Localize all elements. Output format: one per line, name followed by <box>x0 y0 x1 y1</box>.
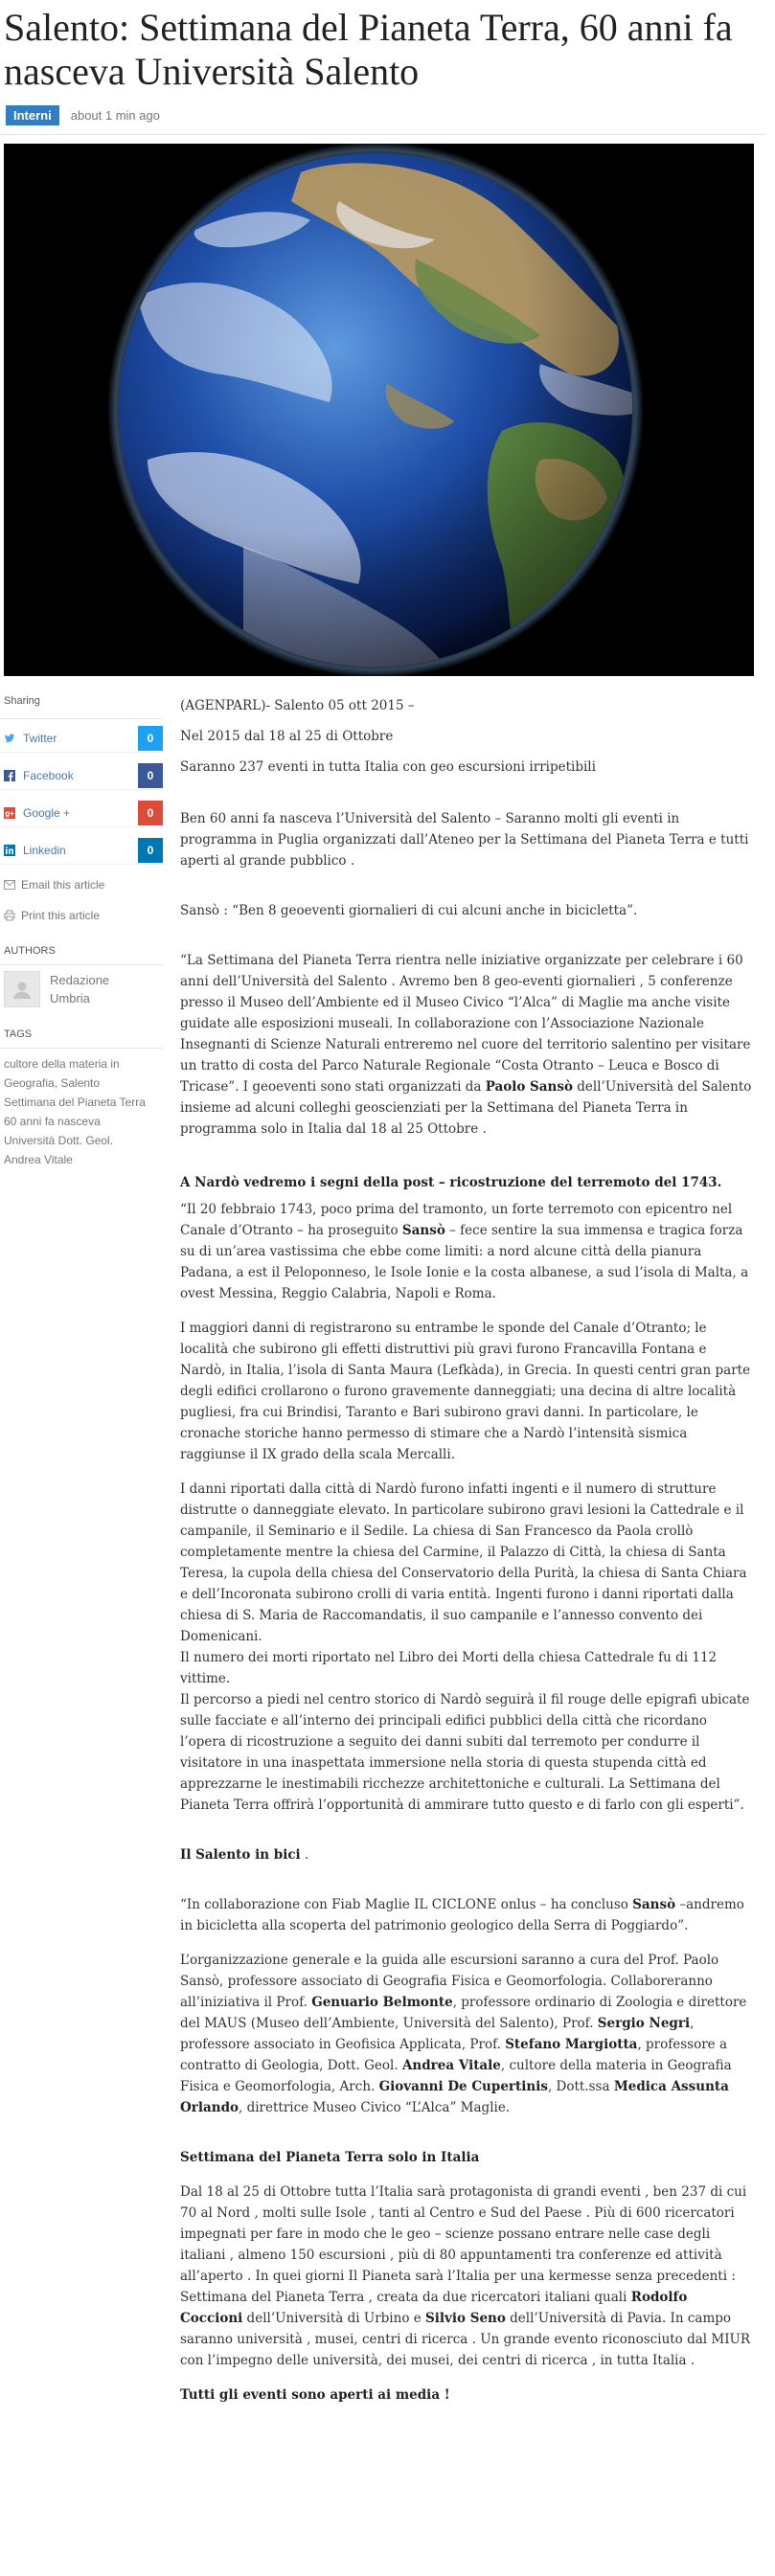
share-twitter[interactable] <box>0 725 163 753</box>
section-heading <box>180 1172 753 1193</box>
person-name: Giovanni De Cupertinis <box>378 2079 548 2094</box>
svg-text:g+: g+ <box>5 809 14 819</box>
paragraph <box>180 1894 753 1936</box>
share-twitter-count: 0 <box>138 726 163 751</box>
share-facebook[interactable] <box>0 762 163 790</box>
author-name[interactable]: Redazione Umbria <box>50 973 110 1006</box>
text-run: –andremo in bicicletta alla scoperta del patrimonio geologico della Serra di Poggiardo”. <box>180 1897 744 1933</box>
author-card[interactable] <box>4 971 163 1007</box>
paragraph <box>180 1199 753 1304</box>
person-name: Sansò <box>401 1223 445 1238</box>
print-article-label: Print this article <box>21 909 101 922</box>
text-run: – fece sentire la sua immensa e tragica forza su di un’area vastissima che ebbe come limiti: a nord alcune città della pianura Padana, a est il Peloponneso, le Isole Ionie e la costa albanese, a sud l’isola di Malta, a ovest Messina, Reggio Calabria, Napoli e Roma. <box>180 1223 749 1301</box>
person-name: Genuario Belmonte <box>311 1995 453 2010</box>
heading-text: A Nardò vedremo i segni della post – ricostruzione del terremoto del 1743. <box>180 1175 722 1190</box>
text-run: dell’Università di Pavia. In campo saranno università , musei, centri di ricerca . Un grande evento riconosciuto dal MIUR con l’impegno delle università, dei musei, dei centri di ricerca , in tutta Italia . <box>180 2311 751 2368</box>
text-run: , cultore della materia in Geografia Fisica e Geomorfologia, Arch. <box>180 2058 732 2094</box>
text-run: , Dott.ssa <box>547 2079 614 2094</box>
text-run: , professore associato in Geofisica Applicata, Prof. <box>180 2016 695 2052</box>
closing-text: Tutti gli eventi sono aperti ai media ! <box>180 2387 450 2403</box>
paragraph: I danni riportati dalla città di Nardò furono infatti ingenti e il numero di strutture distrutte o danneggiate elevato. In particolare subirono gravi lesioni la Cattedrale e il campanile, il Seminario e il Sedile. La chiesa di San Francesco da Paola crollò completamente mentre la chiesa del Carmine, il Palazzo di Città, la chiesa di Santa Teresa, la cupola della chiesa del Conservatorio della Purità, la chiesa di Santa Chiara e dell’Incoronata subirono crolli di varia entità. Ingenti furono i danni riportati dalla chiesa di S. Maria de Raccomandatis, il suo campanile e l’annesso convento dei Domenicani. <box>180 1481 747 1644</box>
category-badge[interactable]: Interni <box>6 105 59 125</box>
text-run: “In collaborazione con Fiab Maglie IL CICLONE onlus – ha concluso <box>180 1897 633 1912</box>
avatar <box>4 971 40 1007</box>
paragraph: Il percorso a piedi nel centro storico di Nardò seguirà il fil rouge delle epigrafi ubicate sulle facciate e all’interno dei principali edifici pubblici della città che ricordano l’opera di ricostruzione a seguito dei danni subiti dal terremoto per condurre il visitatore in una inaspettata immersione nella storia di questa stupenda città ed apprezzarne le inestimabili ricchezze architettoniche e culturali. La Settimana del Pianeta Terra offrirà l’opportunità di ammirare tutto questo e di farlo con gli esperti”. <box>180 1692 750 1813</box>
paragraph <box>180 2181 753 2371</box>
article-meta <box>6 105 160 125</box>
text-run: . <box>300 1847 309 1863</box>
hero-image <box>4 144 754 676</box>
text-run: , professore ordinario di Zoologia e direttore del MAUS (Museo dell’Ambiente, Università del Salento), Prof. <box>180 1995 747 2031</box>
title-divider <box>0 134 766 135</box>
share-facebook-count: 0 <box>138 763 163 788</box>
text-run: L’organizzazione generale e la guida alle escursioni saranno a cura del Prof. Paolo Sansò, professore associato di Geografia Fisica e Geomorfologia. Collaboreranno all’iniziativa il Prof. <box>180 1953 719 2010</box>
paragraph <box>180 1950 753 2118</box>
person-name: Sergio Negri <box>597 2016 691 2031</box>
paragraph: Sansò : “Ben 8 geoeventi giornalieri di cui alcuni anche in bicicletta”. <box>180 903 638 918</box>
text-run: “La Settimana del Pianeta Terra rientra nelle iniziative organizzate per celebrare i 60 anni dell’Università del Salento . Avremo ben 8 geo-eventi giornalieri , 5 conferenze presso il Museo dell’Ambiente ed il Museo Civico “l’Alca” di Maglie ma anche visite guidate alle esposizioni museali. In collaborazione con l’Associazione Nazionale Insegnanti di Scienze Naturali entreremo nel cuore del territorio salentino per visitare un tratto di costa del Parco Naturale Regionale “Costa Otranto – Leuca e Bosco di Tricase”. I geoeventi sono stati organizzati da <box>180 953 751 1095</box>
person-name: Sansò <box>632 1897 676 1912</box>
paragraph: Il numero dei morti riportato nel Libro dei Morti della chiesa Cattedrale fu di 112 vittime. <box>180 1650 718 1686</box>
sidebar-divider <box>0 1048 163 1049</box>
share-google-plus[interactable] <box>0 800 163 827</box>
sidebar-divider <box>0 964 163 965</box>
article-body <box>180 695 753 2406</box>
person-name: Andrea Vitale <box>401 2058 501 2073</box>
text-run: “Il 20 febbraio 1743, poco prima del tramonto, un forte terremoto con epicentro nel Canale d’Otranto – ha proseguito <box>180 1202 733 1238</box>
share-linkedin-label: Linkedin <box>23 844 66 857</box>
email-article-label: Email this article <box>21 878 105 892</box>
facebook-icon <box>4 770 23 781</box>
heading-text: Settimana del Pianeta Terra solo in Italia <box>180 2150 480 2165</box>
share-linkedin-count: 0 <box>138 838 163 863</box>
closing-line <box>180 2384 753 2406</box>
authors-heading: AUTHORS <box>4 945 56 957</box>
section-heading <box>180 1844 753 1865</box>
share-facebook-label: Facebook <box>23 769 74 782</box>
share-google-plus-label: Google + <box>23 806 71 820</box>
text-run: , direttrice Museo Civico “L’Alca” Maglie. <box>239 2100 511 2115</box>
heading-text: Il Salento in bici <box>180 1847 301 1863</box>
twitter-icon <box>4 733 23 744</box>
share-google-plus-count: 0 <box>138 801 163 825</box>
linkedin-icon <box>4 845 23 856</box>
section-heading <box>180 2147 753 2168</box>
paragraph: Nel 2015 dal 18 al 25 di Ottobre <box>180 729 394 744</box>
text-run: Dal 18 al 25 di Ottobre tutta l’Italia sarà protagonista di grandi eventi , ben 237 di cui 70 al Nord , molti sulle Isole , tanti al Centro e Sud del Paese . Più di 600 ricercatori impegnati per fare in modo che le geo – scienze possano entrare nelle case degli italiani , almeno 150 escursioni , più di 80 appuntamenti tra conferenze ed attività all’aperto . In quei giorni Il Pianeta sarà l’Italia per una kermesse senza precedenti : Settimana del Pianeta Terra , creata da due ricercatori italiani quali <box>180 2184 747 2305</box>
article-title: Salento: Settimana del Pianeta Terra, 60 anni fa nasceva Università Salento <box>4 6 733 93</box>
print-article-link[interactable] <box>4 905 163 926</box>
email-article-link[interactable] <box>4 874 163 895</box>
share-twitter-label: Twitter <box>23 732 57 745</box>
text-run: dell’Università del Salento insieme ad alcuni colleghi geoscienziati per la Settimana del Pianeta Terra in programma solo in Italia dal 18 al 25 Ottobre . <box>180 1079 752 1137</box>
text-run: dell’Università di Urbino e <box>242 2311 426 2326</box>
paragraph: Ben 60 anni fa nasceva l’Università del Salento – Saranno molti gli eventi in programma in Puglia organizzati dall’Ateneo per la Settimana del Pianeta Terra e tutti aperti al grande pubblico . <box>180 811 749 869</box>
earth-globe-image <box>4 144 754 676</box>
print-icon <box>4 910 21 921</box>
email-icon <box>4 880 21 890</box>
person-name: Silvio Seno <box>425 2311 506 2326</box>
share-linkedin[interactable] <box>0 837 163 865</box>
paragraph: Saranno 237 eventi in tutta Italia con geo escursioni irripetibili <box>180 759 596 775</box>
sidebar-divider <box>0 718 163 719</box>
google-plus-icon <box>4 807 23 819</box>
text-run: , professore a contratto di Geologia, Dott. Geol. <box>180 2037 727 2073</box>
paragraph: I maggiori danni di registrarono su entrambe le sponde del Canale d’Otranto; le località che subirono gli effetti distruttivi più gravi furono Francavilla Fontana e Nardò, in Italia, l’isola di Santa Maura (Lefkàda), in Grecia. In questi centri gran parte degli edifici crollarono o furono gravemente danneggiati; una decina di altre località pugliesi, fra cui Brindisi, Taranto e Bari subirono gravi danni. In particolare, le cronache storiche hanno permesso di stimare che a Nardò l’intensità sismica raggiunse il IX grado della scala Mercalli. <box>180 1321 751 1462</box>
tags-list[interactable]: cultore della materia in Geografia, Salento Settimana del Pianeta Terra 60 anni fa nasceva Università Dott. Geol. Andrea Vitale <box>4 1057 146 1166</box>
person-name: Stefano Margiotta <box>505 2037 638 2052</box>
article-time: about 1 min ago <box>70 108 160 123</box>
person-name: Medica Assunta Orlando <box>180 2079 729 2115</box>
paragraph <box>180 950 753 1140</box>
dateline: (AGENPARL)- Salento 05 ott 2015 – <box>180 698 415 713</box>
sharing-heading: Sharing <box>4 695 40 707</box>
person-name: Rodolfo Coccioni <box>180 2290 688 2326</box>
sidebar <box>0 695 163 1169</box>
tags-heading: TAGS <box>4 1028 33 1040</box>
person-name: Paolo Sansò <box>485 1079 573 1095</box>
